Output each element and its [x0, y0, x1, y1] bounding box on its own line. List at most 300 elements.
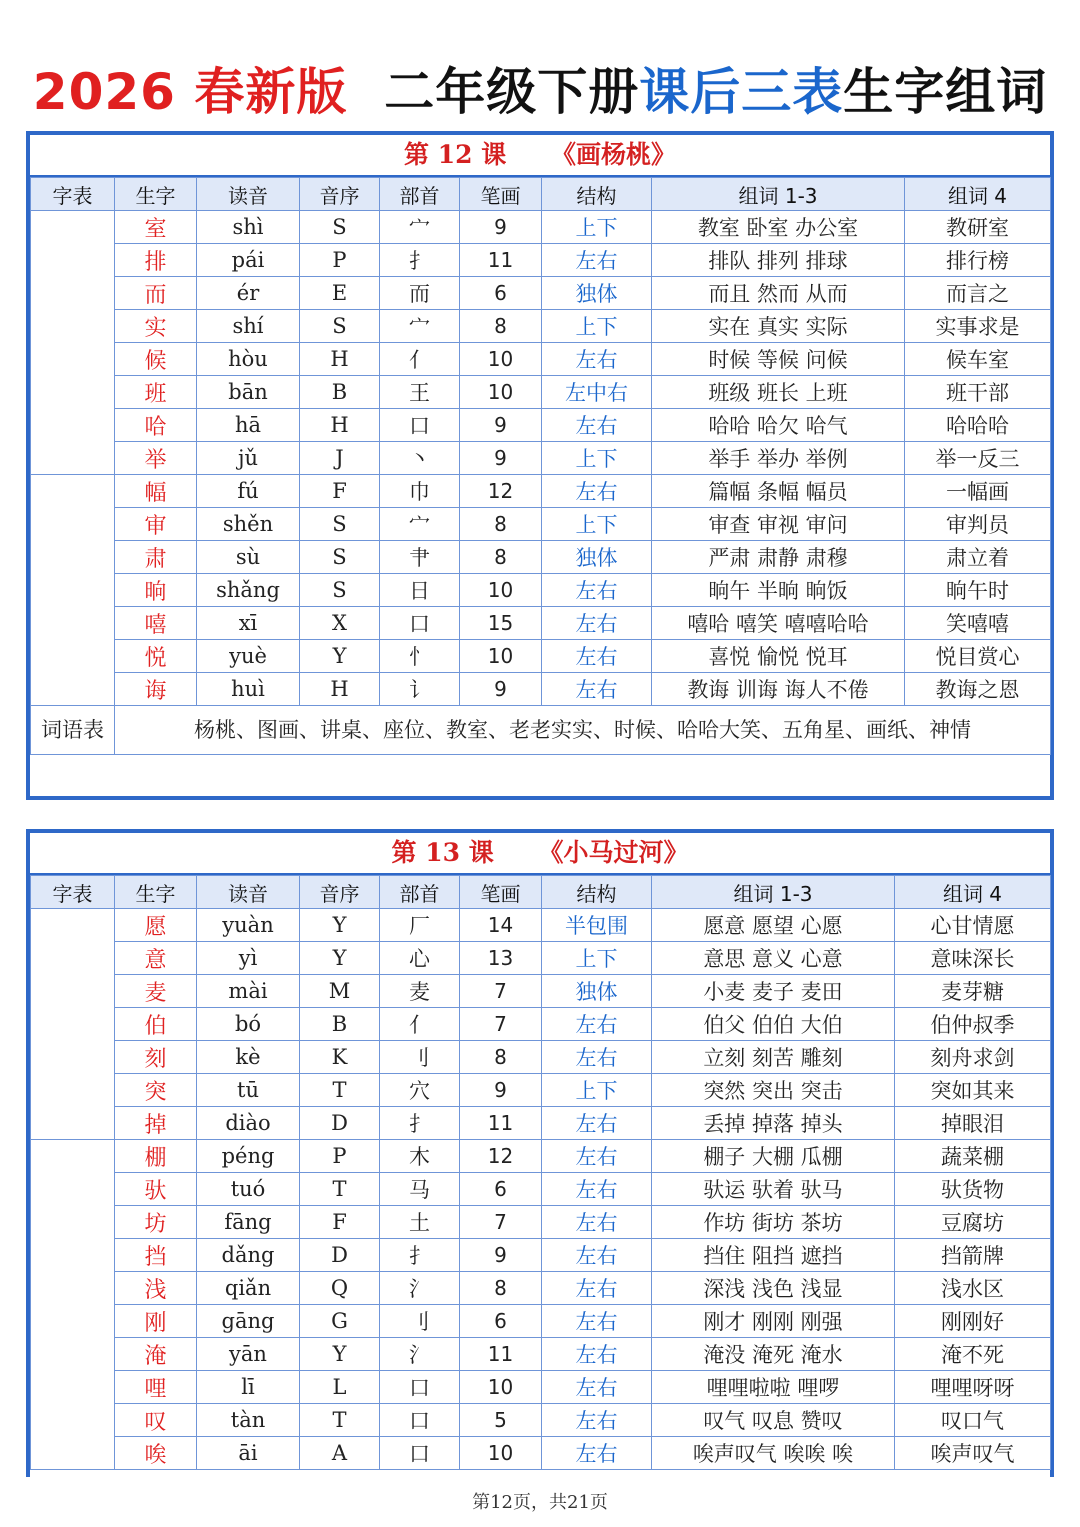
cell-initial: L	[300, 1371, 380, 1404]
cell-strokes: 12	[460, 1140, 542, 1173]
cell-word-4: 笑嘻嘻	[905, 607, 1051, 640]
title-year: 2026	[32, 63, 176, 121]
cell-char: 举	[115, 442, 197, 475]
cell-strokes: 9	[460, 1239, 542, 1272]
cell-structure: 左右	[542, 1437, 652, 1470]
cell-words-1-3: 嘻哈 嘻笑 嘻嘻哈哈	[652, 607, 905, 640]
table-row	[31, 508, 1051, 541]
title-grade: 二年级下册	[384, 63, 640, 121]
cell-word-4: 掉眼泪	[895, 1107, 1051, 1140]
cell-words-1-3: 突然 突出 突击	[652, 1074, 895, 1107]
cell-word-4: 唉声叹气	[895, 1437, 1051, 1470]
cell-strokes: 7	[460, 1206, 542, 1239]
cell-words-1-3: 审查 审视 审问	[652, 508, 905, 541]
cell-initial: A	[300, 1437, 380, 1470]
table-row	[31, 277, 1051, 310]
page-title	[0, 52, 1080, 122]
cell-strokes: 14	[460, 909, 542, 942]
cell-words-1-3: 唉声叹气 唉唉 唉	[652, 1437, 895, 1470]
cell-words-1-3: 淹没 淹死 淹水	[652, 1338, 895, 1371]
table-row	[31, 1140, 1051, 1173]
cell-pinyin: dǎng	[197, 1239, 300, 1272]
cell-char: 突	[115, 1074, 197, 1107]
cell-char: 实	[115, 310, 197, 343]
cell-radical: 口	[380, 1404, 460, 1437]
cell-char: 审	[115, 508, 197, 541]
cell-words-1-3: 教室 卧室 办公室	[652, 211, 905, 244]
cell-pinyin: gāng	[197, 1305, 300, 1338]
table-row	[31, 1206, 1051, 1239]
cell-char: 唉	[115, 1437, 197, 1470]
cell-word-4: 教研室	[905, 211, 1051, 244]
cell-char: 浅	[115, 1272, 197, 1305]
cell-radical: 刂	[380, 1041, 460, 1074]
table-row	[31, 673, 1051, 706]
cell-radical: 忄	[380, 640, 460, 673]
cell-pinyin: shì	[197, 211, 300, 244]
column-header: 音序	[300, 876, 380, 909]
cell-initial: D	[300, 1107, 380, 1140]
table-row	[31, 1338, 1051, 1371]
lesson-13-label: 第 13 课	[391, 838, 494, 867]
cell-char: 棚	[115, 1140, 197, 1173]
cell-char: 伯	[115, 1008, 197, 1041]
cell-radical: 口	[380, 1371, 460, 1404]
cell-words-1-3: 立刻 刻苦 雕刻	[652, 1041, 895, 1074]
cell-radical: 穴	[380, 1074, 460, 1107]
cell-radical: 亻	[380, 343, 460, 376]
cell-pinyin: huì	[197, 673, 300, 706]
cell-initial: G	[300, 1305, 380, 1338]
cell-strokes: 10	[460, 574, 542, 607]
cell-radical: 巾	[380, 475, 460, 508]
cell-initial: F	[300, 1206, 380, 1239]
cell-char: 挡	[115, 1239, 197, 1272]
column-header: 音序	[300, 178, 380, 211]
cell-strokes: 8	[460, 541, 542, 574]
table-row	[31, 376, 1051, 409]
cell-pinyin: bó	[197, 1008, 300, 1041]
cell-radical: 宀	[380, 211, 460, 244]
cell-radical: 麦	[380, 975, 460, 1008]
cell-structure: 左右	[542, 1140, 652, 1173]
column-header: 组词 4	[895, 876, 1051, 909]
cell-radical: 肀	[380, 541, 460, 574]
cell-word-4: 举一反三	[905, 442, 1051, 475]
cell-word-4: 蔬菜棚	[895, 1140, 1051, 1173]
cell-structure: 左右	[542, 1272, 652, 1305]
cell-initial: P	[300, 1140, 380, 1173]
cell-radical: 土	[380, 1206, 460, 1239]
cell-pinyin: hòu	[197, 343, 300, 376]
cell-pinyin: sù	[197, 541, 300, 574]
table-row	[31, 244, 1051, 277]
table-row	[31, 909, 1051, 942]
cell-char: 掉	[115, 1107, 197, 1140]
cell-initial: S	[300, 310, 380, 343]
cell-initial: K	[300, 1041, 380, 1074]
cell-pinyin: shí	[197, 310, 300, 343]
cell-radical: 口	[380, 409, 460, 442]
table-row	[31, 1437, 1051, 1470]
cell-strokes: 11	[460, 244, 542, 277]
cell-pinyin: tàn	[197, 1404, 300, 1437]
cell-radical: 刂	[380, 1305, 460, 1338]
cell-initial: X	[300, 607, 380, 640]
column-header: 读音	[197, 178, 300, 211]
table-row	[31, 1404, 1051, 1437]
cell-word-4: 哈哈哈	[905, 409, 1051, 442]
cell-char: 愿	[115, 909, 197, 942]
cell-structure: 上下	[542, 942, 652, 975]
cell-words-1-3: 举手 举办 举例	[652, 442, 905, 475]
cell-initial: T	[300, 1173, 380, 1206]
column-header: 部首	[380, 876, 460, 909]
cell-words-1-3: 哩哩啦啦 哩啰	[652, 1371, 895, 1404]
cell-structure: 左右	[542, 574, 652, 607]
cell-words-1-3: 哈哈 哈欠 哈气	[652, 409, 905, 442]
cell-initial: B	[300, 1008, 380, 1041]
title-tail: 生字组词	[843, 63, 1048, 121]
cell-char: 诲	[115, 673, 197, 706]
cell-word-4: 叹口气	[895, 1404, 1051, 1437]
cell-initial: H	[300, 409, 380, 442]
cell-structure: 左右	[542, 673, 652, 706]
table-row	[31, 1305, 1051, 1338]
cell-initial: S	[300, 508, 380, 541]
lesson-12-name: 《画杨桃》	[550, 140, 676, 169]
cell-pinyin: yuàn	[197, 909, 300, 942]
cell-structure: 左右	[542, 1371, 652, 1404]
cell-pinyin: shěn	[197, 508, 300, 541]
cell-strokes: 11	[460, 1338, 542, 1371]
cell-pinyin: yuè	[197, 640, 300, 673]
cell-word-4: 候车室	[905, 343, 1051, 376]
cell-pinyin: hā	[197, 409, 300, 442]
cell-structure: 左右	[542, 409, 652, 442]
cell-word-4: 刚刚好	[895, 1305, 1051, 1338]
cell-structure: 独体	[542, 975, 652, 1008]
lesson-13-header	[30, 833, 1050, 875]
cell-radical: 心	[380, 942, 460, 975]
cell-char: 候	[115, 343, 197, 376]
cell-strokes: 6	[460, 1173, 542, 1206]
group-label	[31, 909, 115, 1140]
cell-strokes: 9	[460, 442, 542, 475]
table-row	[31, 409, 1051, 442]
cell-radical: 氵	[380, 1338, 460, 1371]
cell-pinyin: āi	[197, 1437, 300, 1470]
cell-words-1-3: 班级 班长 上班	[652, 376, 905, 409]
column-header: 组词 4	[905, 178, 1051, 211]
lesson-13-name: 《小马过河》	[538, 838, 689, 867]
cell-radical: 宀	[380, 508, 460, 541]
cell-words-1-3: 实在 真实 实际	[652, 310, 905, 343]
cell-initial: Y	[300, 640, 380, 673]
cell-strokes: 15	[460, 607, 542, 640]
cell-strokes: 7	[460, 1008, 542, 1041]
cell-words-1-3: 而且 然而 从而	[652, 277, 905, 310]
cell-strokes: 10	[460, 640, 542, 673]
table-row	[31, 574, 1051, 607]
cell-word-4: 浅水区	[895, 1272, 1051, 1305]
cell-words-1-3: 叹气 叹息 赞叹	[652, 1404, 895, 1437]
cell-word-4: 意味深长	[895, 942, 1051, 975]
column-header: 生字	[115, 876, 197, 909]
cell-word-4: 一幅画	[905, 475, 1051, 508]
cell-words-1-3: 丢掉 掉落 掉头	[652, 1107, 895, 1140]
cell-structure: 独体	[542, 541, 652, 574]
title-edition: 春新版	[194, 63, 348, 121]
lesson-13-table	[30, 875, 1051, 1470]
cell-initial: P	[300, 244, 380, 277]
cell-radical: 而	[380, 277, 460, 310]
table-row	[31, 1041, 1051, 1074]
cell-char: 晌	[115, 574, 197, 607]
cell-initial: D	[300, 1239, 380, 1272]
cell-words-1-3: 愿意 愿望 心愿	[652, 909, 895, 942]
cell-structure: 左右	[542, 244, 652, 277]
words-list: 杨桃、图画、讲桌、座位、教室、老老实实、时候、哈哈大笑、五角星、画纸、神情	[115, 706, 1051, 755]
column-header: 结构	[542, 876, 652, 909]
cell-word-4: 而言之	[905, 277, 1051, 310]
cell-char: 麦	[115, 975, 197, 1008]
table-row	[31, 640, 1051, 673]
cell-word-4: 豆腐坊	[895, 1206, 1051, 1239]
cell-pinyin: mài	[197, 975, 300, 1008]
cell-structure: 上下	[542, 1074, 652, 1107]
column-header: 字表	[31, 178, 115, 211]
cell-pinyin: bān	[197, 376, 300, 409]
cell-structure: 上下	[542, 310, 652, 343]
cell-word-4: 淹不死	[895, 1338, 1051, 1371]
cell-strokes: 10	[460, 1437, 542, 1470]
cell-structure: 左右	[542, 1041, 652, 1074]
table-row	[31, 607, 1051, 640]
cell-words-1-3: 作坊 街坊 茶坊	[652, 1206, 895, 1239]
cell-radical: 木	[380, 1140, 460, 1173]
cell-pinyin: fāng	[197, 1206, 300, 1239]
cell-structure: 半包围	[542, 909, 652, 942]
cell-words-1-3: 棚子 大棚 瓜棚	[652, 1140, 895, 1173]
cell-structure: 左右	[542, 1239, 652, 1272]
table-row	[31, 442, 1051, 475]
cell-structure: 左右	[542, 607, 652, 640]
table-row	[31, 1107, 1051, 1140]
cell-word-4: 肃立着	[905, 541, 1051, 574]
cell-word-4: 挡箭牌	[895, 1239, 1051, 1272]
cell-pinyin: lī	[197, 1371, 300, 1404]
cell-pinyin: péng	[197, 1140, 300, 1173]
cell-pinyin: tuó	[197, 1173, 300, 1206]
cell-initial: Y	[300, 1338, 380, 1371]
cell-char: 幅	[115, 475, 197, 508]
cell-radical: 讠	[380, 673, 460, 706]
cell-pinyin: shǎng	[197, 574, 300, 607]
cell-structure: 上下	[542, 508, 652, 541]
lesson-12-header	[30, 135, 1050, 177]
cell-initial: S	[300, 211, 380, 244]
cell-pinyin: yān	[197, 1338, 300, 1371]
table-row	[31, 1173, 1051, 1206]
cell-word-4: 驮货物	[895, 1173, 1051, 1206]
page-footer: 第12页，共21页	[472, 1492, 608, 1513]
cell-words-1-3: 时候 等候 问候	[652, 343, 905, 376]
cell-initial: Q	[300, 1272, 380, 1305]
table-row	[31, 1272, 1051, 1305]
cell-word-4: 心甘情愿	[895, 909, 1051, 942]
cell-pinyin: kè	[197, 1041, 300, 1074]
cell-strokes: 10	[460, 1371, 542, 1404]
cell-radical: 马	[380, 1173, 460, 1206]
column-header: 部首	[380, 178, 460, 211]
cell-structure: 左右	[542, 1173, 652, 1206]
table-row	[31, 343, 1051, 376]
column-header: 读音	[197, 876, 300, 909]
cell-char: 驮	[115, 1173, 197, 1206]
words-row	[31, 706, 1051, 755]
cell-words-1-3: 严肃 肃静 肃穆	[652, 541, 905, 574]
words-label: 词语表	[31, 706, 115, 755]
column-header: 结构	[542, 178, 652, 211]
cell-strokes: 10	[460, 343, 542, 376]
cell-structure: 左右	[542, 1404, 652, 1437]
cell-strokes: 9	[460, 1074, 542, 1107]
cell-words-1-3: 小麦 麦子 麦田	[652, 975, 895, 1008]
cell-char: 悦	[115, 640, 197, 673]
cell-char: 刻	[115, 1041, 197, 1074]
cell-pinyin: ér	[197, 277, 300, 310]
cell-radical: 扌	[380, 244, 460, 277]
cell-structure: 左中右	[542, 376, 652, 409]
cell-char: 意	[115, 942, 197, 975]
cell-radical: 厂	[380, 909, 460, 942]
cell-word-4: 悦目赏心	[905, 640, 1051, 673]
cell-word-4: 审判员	[905, 508, 1051, 541]
cell-initial: B	[300, 376, 380, 409]
cell-initial: J	[300, 442, 380, 475]
cell-char: 肃	[115, 541, 197, 574]
cell-structure: 左右	[542, 1206, 652, 1239]
cell-strokes: 6	[460, 277, 542, 310]
group-label	[31, 211, 115, 475]
cell-words-1-3: 驮运 驮着 驮马	[652, 1173, 895, 1206]
cell-strokes: 8	[460, 310, 542, 343]
lesson-12-label: 第 12 课	[404, 140, 507, 169]
cell-words-1-3: 教诲 训诲 诲人不倦	[652, 673, 905, 706]
cell-structure: 独体	[542, 277, 652, 310]
cell-initial: H	[300, 343, 380, 376]
cell-initial: T	[300, 1074, 380, 1107]
cell-strokes: 8	[460, 1041, 542, 1074]
cell-strokes: 11	[460, 1107, 542, 1140]
cell-words-1-3: 意思 意义 心意	[652, 942, 895, 975]
cell-structure: 左右	[542, 1305, 652, 1338]
cell-strokes: 13	[460, 942, 542, 975]
cell-structure: 上下	[542, 442, 652, 475]
cell-initial: E	[300, 277, 380, 310]
cell-word-4: 班干部	[905, 376, 1051, 409]
cell-initial: M	[300, 975, 380, 1008]
cell-initial: F	[300, 475, 380, 508]
cell-pinyin: pái	[197, 244, 300, 277]
table-row	[31, 975, 1051, 1008]
column-header: 笔画	[460, 876, 542, 909]
cell-initial: H	[300, 673, 380, 706]
cell-strokes: 5	[460, 1404, 542, 1437]
cell-pinyin: yì	[197, 942, 300, 975]
table-row	[31, 1074, 1051, 1107]
cell-char: 刚	[115, 1305, 197, 1338]
cell-radical: 亻	[380, 1008, 460, 1041]
table-row	[31, 1008, 1051, 1041]
cell-words-1-3: 伯父 伯伯 大伯	[652, 1008, 895, 1041]
cell-radical: 口	[380, 1437, 460, 1470]
cell-strokes: 10	[460, 376, 542, 409]
cell-structure: 左右	[542, 1107, 652, 1140]
cell-words-1-3: 排队 排列 排球	[652, 244, 905, 277]
table-row	[31, 942, 1051, 975]
cell-pinyin: qiǎn	[197, 1272, 300, 1305]
cell-structure: 左右	[542, 640, 652, 673]
cell-pinyin: tū	[197, 1074, 300, 1107]
lesson-12-table	[30, 177, 1051, 755]
column-header: 生字	[115, 178, 197, 211]
cell-initial: S	[300, 574, 380, 607]
cell-char: 哩	[115, 1371, 197, 1404]
cell-strokes: 9	[460, 409, 542, 442]
cell-radical: 宀	[380, 310, 460, 343]
cell-radical: 日	[380, 574, 460, 607]
cell-word-4: 突如其来	[895, 1074, 1051, 1107]
cell-radical: 丶	[380, 442, 460, 475]
cell-words-1-3: 篇幅 条幅 幅员	[652, 475, 905, 508]
cell-word-4: 排行榜	[905, 244, 1051, 277]
cell-word-4: 麦芽糖	[895, 975, 1051, 1008]
cell-char: 坊	[115, 1206, 197, 1239]
cell-char: 室	[115, 211, 197, 244]
cell-word-4: 实事求是	[905, 310, 1051, 343]
cell-structure: 左右	[542, 343, 652, 376]
title-highlight: 课后三表	[639, 63, 844, 121]
column-header: 组词 1-3	[652, 876, 895, 909]
table-row	[31, 475, 1051, 508]
group-label	[31, 475, 115, 706]
cell-words-1-3: 挡住 阻挡 遮挡	[652, 1239, 895, 1272]
cell-structure: 左右	[542, 1008, 652, 1041]
cell-words-1-3: 晌午 半晌 晌饭	[652, 574, 905, 607]
cell-strokes: 9	[460, 211, 542, 244]
cell-radical: 扌	[380, 1239, 460, 1272]
cell-structure: 左右	[542, 1338, 652, 1371]
column-header: 字表	[31, 876, 115, 909]
cell-strokes: 7	[460, 975, 542, 1008]
cell-pinyin: diào	[197, 1107, 300, 1140]
cell-radical: 王	[380, 376, 460, 409]
table-row	[31, 1371, 1051, 1404]
cell-char: 嘻	[115, 607, 197, 640]
cell-words-1-3: 深浅 浅色 浅显	[652, 1272, 895, 1305]
cell-words-1-3: 刚才 刚刚 刚强	[652, 1305, 895, 1338]
table-row	[31, 541, 1051, 574]
cell-strokes: 9	[460, 673, 542, 706]
cell-char: 排	[115, 244, 197, 277]
cell-initial: T	[300, 1404, 380, 1437]
table-row	[31, 211, 1051, 244]
cell-radical: 氵	[380, 1272, 460, 1305]
cell-initial: S	[300, 541, 380, 574]
cell-structure: 左右	[542, 475, 652, 508]
